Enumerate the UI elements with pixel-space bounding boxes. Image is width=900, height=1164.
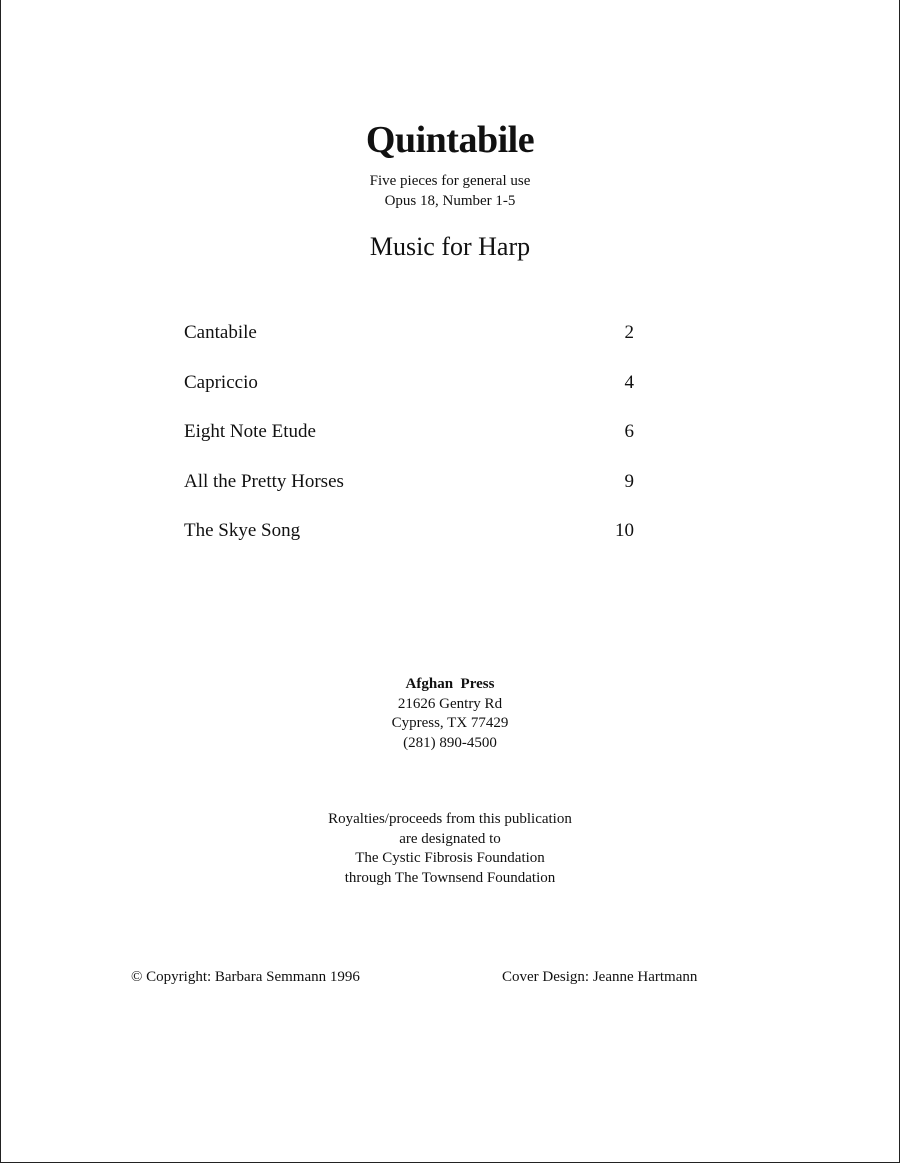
toc-entry-page: 6 [624, 421, 634, 442]
royalties-line: The Cystic Fibrosis Foundation [355, 850, 545, 866]
instrument-heading: Music for Harp [369, 232, 531, 261]
toc-entry [184, 421, 634, 471]
page-title: Quintabile [365, 119, 535, 161]
copyright-notice: © Copyright: Barbara Semmann 1996 [131, 969, 360, 985]
royalties-line: are designated to [399, 830, 501, 847]
cover-design-credit: Cover Design: Jeanne Hartmann [502, 969, 698, 985]
toc-entry [184, 471, 634, 521]
toc-entry-title: The Skye Song [184, 520, 301, 541]
toc-entry-page: 9 [624, 470, 634, 492]
toc-entry-title: Eight Note Etude [184, 421, 316, 442]
royalties-line: Royalties/proceeds from this publication [328, 811, 572, 827]
toc-entry [184, 372, 634, 422]
toc-entry [184, 322, 634, 372]
royalties-note [0, 810, 900, 888]
toc-entry-page: 2 [624, 322, 634, 343]
royalties-line: through The Townsend Foundation [344, 869, 556, 886]
subtitle-line-1: Five pieces for general use [369, 173, 531, 189]
publisher-address-line-1: 21626 Gentry Rd [397, 695, 503, 712]
toc-entry-title: All the Pretty Horses [184, 470, 344, 492]
publisher-name: Afghan Press [405, 676, 495, 692]
toc-entry-title: Cantabile [184, 322, 257, 343]
publisher-phone: (281) 890-4500 [403, 734, 497, 751]
toc-entry [184, 520, 634, 570]
publisher-block [0, 675, 900, 753]
publisher-address-line-2: Cypress, TX 77429 [391, 715, 509, 731]
toc-entry-page: 10 [615, 520, 634, 541]
toc-entry-title: Capriccio [184, 371, 258, 393]
toc-entry-page: 4 [624, 371, 634, 393]
subtitle-line-2: Opus 18, Number 1-5 [384, 193, 516, 209]
table-of-contents [184, 322, 634, 570]
